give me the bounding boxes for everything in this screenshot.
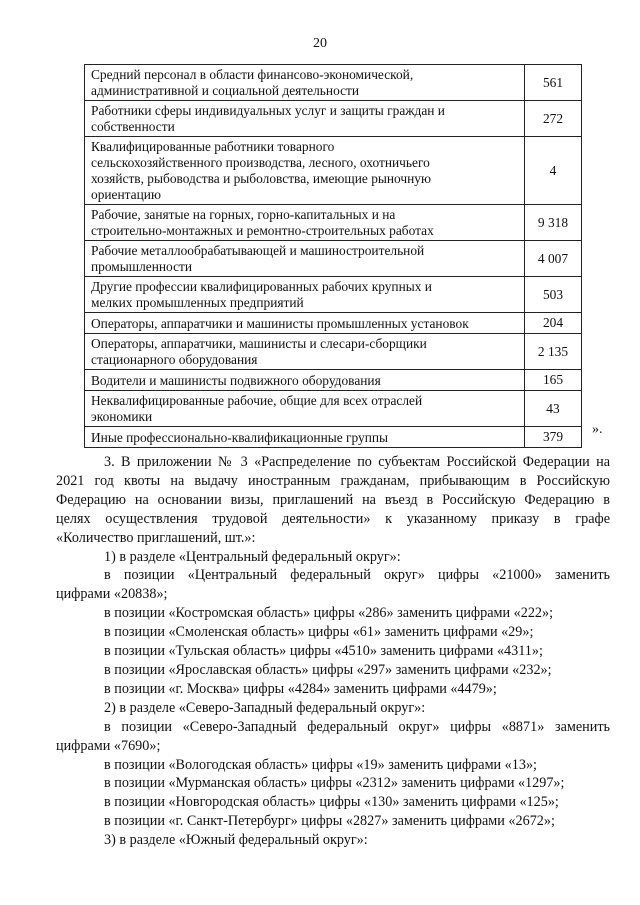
central-item: в позиции «Ярославская область» цифры «297» заменить цифрами «232»; xyxy=(104,661,552,678)
quota-value-cell: 4 xyxy=(525,137,582,205)
occupation-group-line: Квалифицированные работники товарного xyxy=(91,139,335,154)
quota-value-cell: 379 xyxy=(525,427,582,448)
occupation-group-cell xyxy=(85,334,525,370)
occupation-group-cell xyxy=(85,391,525,427)
central-section-heading: 1) в разделе «Центральный федеральный округ»: xyxy=(104,548,401,565)
closing-quote: ». xyxy=(592,422,603,437)
quota-value-cell: 165 xyxy=(525,370,582,391)
page-number: 20 xyxy=(313,36,327,51)
occupation-group-line: собственности xyxy=(91,119,175,134)
occupation-group-line: Операторы, аппаратчики, машинисты и слесари-сборщики xyxy=(91,336,427,351)
amendment-text xyxy=(56,453,610,850)
occupation-group-line: Иные профессионально-квалификационные группы xyxy=(91,429,389,445)
northwest-position-line: в позиции «Северо-Западный федеральный округ» цифры «8871» заменить xyxy=(104,718,610,735)
item3-line: 3. В приложении № 3 «Распределение по субъектам Российской Федерации на xyxy=(104,454,610,470)
row-drivers xyxy=(85,370,582,391)
occupation-group-cell xyxy=(85,370,525,391)
occupation-group-cell xyxy=(85,65,525,101)
northwest-section-heading: 2) в разделе «Северо-Западный федеральный округ»: xyxy=(104,699,426,716)
item3-line: «Количество приглашений, шт.»: xyxy=(56,529,256,546)
central-position-line: в позиции «Центральный федеральный округ» цифры «21000» заменить xyxy=(104,567,610,584)
occupation-group-line: административной и социальной деятельности xyxy=(91,83,360,98)
northwest-item: в позиции «Новгородская область» цифры «130» заменить цифрами «125»; xyxy=(104,794,559,811)
northwest-item: в позиции «г. Санкт-Петербург» цифры «2827» заменить цифрами «2672»; xyxy=(104,813,555,830)
occupation-group-line: Средний персонал в области финансово-экономической, xyxy=(91,67,414,82)
row-service-workers xyxy=(85,101,582,137)
row-mining-construction xyxy=(85,205,582,241)
central-item: в позиции «Костромская область» цифры «286» заменить цифрами «222»; xyxy=(104,605,554,622)
occupation-group-cell xyxy=(85,313,525,334)
occupation-group-line: Рабочие металлообрабатывающей и машиностроительной xyxy=(91,243,425,258)
occupation-group-line: Другие профессии квалифицированных рабочих крупных и xyxy=(91,279,432,294)
occupation-group-line: Операторы, аппаратчики и машинисты промышленных установок xyxy=(91,315,469,331)
row-other-industrial xyxy=(85,277,582,313)
occupation-group-line: экономики xyxy=(91,409,153,424)
central-position-line: цифрами «20838»; xyxy=(56,586,168,603)
occupation-group-cell xyxy=(85,137,525,205)
occupation-group-line: хозяйств, рыбоводства и рыболовства, имеющие рыночную xyxy=(91,171,431,186)
quota-value-cell: 503 xyxy=(525,277,582,313)
occupation-group-cell xyxy=(85,205,525,241)
row-metalworking xyxy=(85,241,582,277)
occupation-group-cell xyxy=(85,277,525,313)
row-unskilled xyxy=(85,391,582,427)
occupation-group-line: сельскохозяйственного производства, лесного, охотничьего xyxy=(91,155,430,170)
item3-line: 2021 год квоты на выдачу иностранным гражданам, прибывающим в Российскую xyxy=(56,472,610,489)
occupation-group-line: Водители и машинисты подвижного оборудования xyxy=(91,372,381,388)
occupation-group-line: промышленности xyxy=(91,259,193,274)
item3-line: целях осуществления трудовой деятельности» к указанному приказу в графе xyxy=(56,510,610,527)
northwest-position-line: цифрами «7690»; xyxy=(56,737,161,754)
northwest-item: в позиции «Вологодская область» цифры «19» заменить цифрами «13»; xyxy=(104,756,538,773)
occupation-group-cell xyxy=(85,101,525,137)
occupation-group-line: Работники сферы индивидуальных услуг и защиты граждан и xyxy=(91,103,445,118)
occupation-group-cell xyxy=(85,241,525,277)
row-plant-operators xyxy=(85,313,582,334)
central-item: в позиции «Смоленская область» цифры «61» заменить цифрами «29»; xyxy=(104,624,534,641)
quota-table-body xyxy=(85,65,582,448)
occupation-group-line: Рабочие, занятые на горных, горно-капитальных и на xyxy=(91,207,396,222)
occupation-group-line: строительно-монтажных и ремонтно-строительных работах xyxy=(91,223,434,238)
quota-table xyxy=(84,64,582,448)
occupation-group-line: стационарного оборудования xyxy=(91,352,258,367)
central-item: в позиции «г. Москва» цифры «4284» заменить цифрами «4479»; xyxy=(104,680,497,697)
row-other-groups xyxy=(85,427,582,448)
occupation-group-line: Неквалифицированные рабочие, общие для всех отраслей xyxy=(91,393,423,408)
quota-value-cell: 2 135 xyxy=(525,334,582,370)
occupation-group-line: мелких промышленных предприятий xyxy=(91,295,304,310)
quota-value-cell: 43 xyxy=(525,391,582,427)
occupation-group-line: ориентацию xyxy=(91,187,161,202)
row-agriculture-workers xyxy=(85,137,582,205)
northwest-item: в позиции «Мурманская область» цифры «2312» заменить цифрами «1297»; xyxy=(104,775,565,792)
south-section-heading: 3) в разделе «Южный федеральный округ»: xyxy=(104,832,368,849)
row-financial-staff xyxy=(85,65,582,101)
occupation-group-cell xyxy=(85,427,525,448)
quota-value-cell: 4 007 xyxy=(525,241,582,277)
quota-value-cell: 561 xyxy=(525,65,582,101)
quota-value-cell: 204 xyxy=(525,313,582,334)
row-stationary-operators xyxy=(85,334,582,370)
central-item: в позиции «Тульская область» цифры «4510» заменить цифрами «4311»; xyxy=(104,643,543,660)
quota-value-cell: 9 318 xyxy=(525,205,582,241)
quota-value-cell: 272 xyxy=(525,101,582,137)
item3-line: Федерацию на основании визы, приглашений на въезд в Российскую Федерацию в xyxy=(56,491,610,508)
